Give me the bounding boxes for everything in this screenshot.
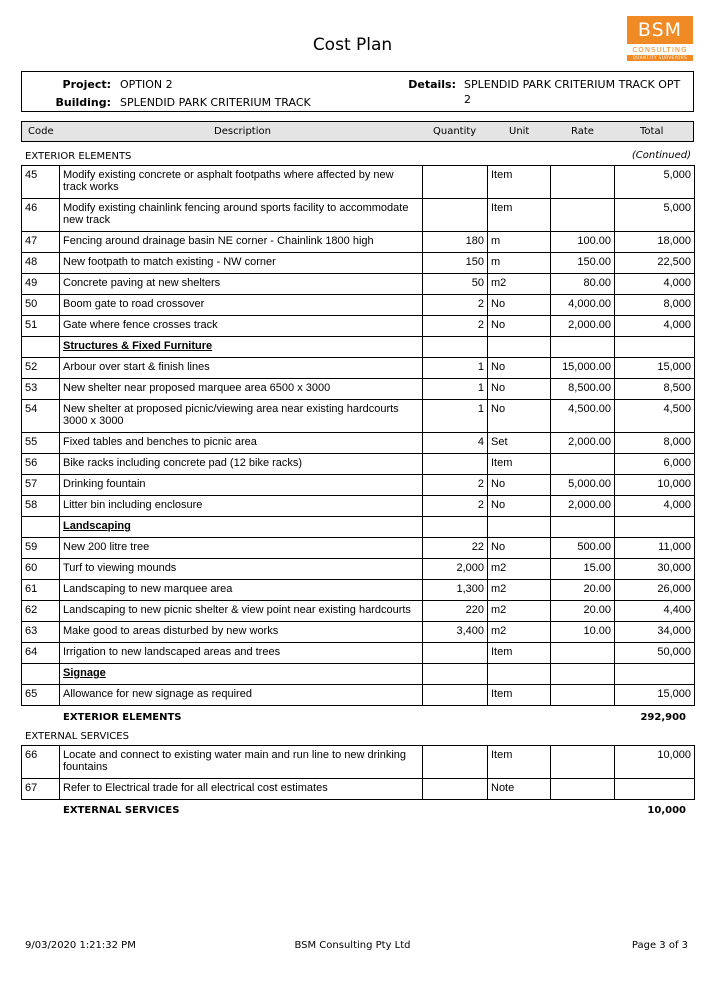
unit-cell: m2 <box>488 580 551 601</box>
total-cell: 5,000 <box>615 199 695 232</box>
total-cell: 4,000 <box>615 316 695 337</box>
unit-cell: Note <box>488 779 551 800</box>
quantity-cell <box>423 199 488 232</box>
total-cell: 4,400 <box>615 601 695 622</box>
code-cell: 67 <box>22 779 60 800</box>
quantity-cell: 1 <box>423 379 488 400</box>
description-cell: Refer to Electrical trade for all electrical cost estimates <box>60 779 423 800</box>
description-cell: Locate and connect to existing water main and run line to new drinking fountains <box>60 746 423 779</box>
table-row <box>22 538 695 559</box>
quantity-cell: 1,300 <box>423 580 488 601</box>
table-row <box>22 400 695 433</box>
code-cell <box>22 517 60 538</box>
project-value: OPTION 2 <box>120 78 173 91</box>
footer-timestamp: 9/03/2020 1:21:32 PM <box>25 940 136 951</box>
unit-cell: Item <box>488 685 551 706</box>
continued-note: (Continued) <box>631 150 691 161</box>
rate-cell: 2,000.00 <box>551 433 615 454</box>
code-cell: 51 <box>22 316 60 337</box>
logo-line1: CONSULTING <box>632 46 688 54</box>
logo-mark: BSM <box>627 16 693 44</box>
quantity-cell: 150 <box>423 253 488 274</box>
quantity-cell: 2 <box>423 316 488 337</box>
page-title: Cost Plan <box>312 35 393 55</box>
code-cell <box>22 337 60 358</box>
total-cell <box>615 517 695 538</box>
column-header-bar <box>21 121 694 142</box>
total-cell: 30,000 <box>615 559 695 580</box>
total-cell: 10,000 <box>615 475 695 496</box>
quantity-cell: 2 <box>423 496 488 517</box>
quantity-cell <box>423 685 488 706</box>
total-cell: 15,000 <box>615 685 695 706</box>
exterior-total-label: EXTERIOR ELEMENTS <box>63 712 182 723</box>
quantity-cell: 180 <box>423 232 488 253</box>
unit-cell: m <box>488 253 551 274</box>
col-quantity: Quantity <box>433 126 477 137</box>
unit-cell: Item <box>488 746 551 779</box>
services-total-value: 10,000 <box>647 805 686 816</box>
code-cell: 61 <box>22 580 60 601</box>
unit-cell: Item <box>488 454 551 475</box>
quantity-cell <box>423 166 488 199</box>
description-cell: Fencing around drainage basin NE corner - Chainlink 1800 high <box>60 232 423 253</box>
unit-cell: No <box>488 358 551 379</box>
table-row <box>22 643 695 664</box>
description-cell: Landscaping to new picnic shelter & view point near existing hardcourts <box>60 601 423 622</box>
table-row <box>22 358 695 379</box>
code-cell: 49 <box>22 274 60 295</box>
total-cell: 50,000 <box>615 643 695 664</box>
quantity-cell: 22 <box>423 538 488 559</box>
description-cell: Modify existing concrete or asphalt footpaths where affected by new track works <box>60 166 423 199</box>
description-cell: Litter bin including enclosure <box>60 496 423 517</box>
project-info-box <box>21 71 694 112</box>
code-cell: 59 <box>22 538 60 559</box>
code-cell: 45 <box>22 166 60 199</box>
total-cell: 6,000 <box>615 454 695 475</box>
description-cell: Make good to areas disturbed by new works <box>60 622 423 643</box>
total-cell: 8,000 <box>615 433 695 454</box>
rate-cell: 8,500.00 <box>551 379 615 400</box>
code-cell <box>22 664 60 685</box>
rate-cell: 150.00 <box>551 253 615 274</box>
quantity-cell: 2,000 <box>423 559 488 580</box>
description-cell: Arbour over start & finish lines <box>60 358 423 379</box>
rate-cell: 2,000.00 <box>551 496 615 517</box>
rate-cell: 100.00 <box>551 232 615 253</box>
building-label: Building: <box>55 96 111 109</box>
total-cell: 8,500 <box>615 379 695 400</box>
total-cell: 4,500 <box>615 400 695 433</box>
description-cell: Bike racks including concrete pad (12 bike racks) <box>60 454 423 475</box>
code-cell: 58 <box>22 496 60 517</box>
total-cell <box>615 664 695 685</box>
table-row <box>22 253 695 274</box>
section-heading-exterior: EXTERIOR ELEMENTS <box>25 151 132 162</box>
code-cell: 46 <box>22 199 60 232</box>
table-row <box>22 379 695 400</box>
total-cell: 15,000 <box>615 358 695 379</box>
subheading-row <box>22 337 695 358</box>
quantity-cell: 4 <box>423 433 488 454</box>
footer-company: BSM Consulting Pty Ltd <box>294 940 411 951</box>
company-logo <box>627 16 693 62</box>
quantity-cell <box>423 779 488 800</box>
table-row <box>22 580 695 601</box>
unit-cell: m2 <box>488 622 551 643</box>
table-row <box>22 746 695 779</box>
description-cell: New shelter near proposed marquee area 6500 x 3000 <box>60 379 423 400</box>
unit-cell: No <box>488 538 551 559</box>
total-cell: 8,000 <box>615 295 695 316</box>
logo-line2: QUANTITY SURVEYORS <box>627 55 693 61</box>
description-cell: Gate where fence crosses track <box>60 316 423 337</box>
table-row <box>22 496 695 517</box>
rate-cell: 500.00 <box>551 538 615 559</box>
subheading-cell: Signage <box>60 664 423 685</box>
code-cell: 63 <box>22 622 60 643</box>
unit-cell: No <box>488 475 551 496</box>
quantity-cell: 220 <box>423 601 488 622</box>
quantity-cell: 50 <box>423 274 488 295</box>
quantity-cell: 3,400 <box>423 622 488 643</box>
quantity-cell: 2 <box>423 295 488 316</box>
unit-cell: m2 <box>488 559 551 580</box>
quantity-cell <box>423 664 488 685</box>
col-code: Code <box>28 126 54 137</box>
table-row <box>22 316 695 337</box>
subheading-row <box>22 664 695 685</box>
table-row <box>22 622 695 643</box>
code-cell: 55 <box>22 433 60 454</box>
description-cell: Boom gate to road crossover <box>60 295 423 316</box>
table-row <box>22 454 695 475</box>
quantity-cell <box>423 746 488 779</box>
rate-cell: 15,000.00 <box>551 358 615 379</box>
description-cell: New shelter at proposed picnic/viewing area near existing hardcourts 3000 x 3000 <box>60 400 423 433</box>
total-cell: 34,000 <box>615 622 695 643</box>
section-heading-services: EXTERNAL SERVICES <box>25 731 129 742</box>
table-row <box>22 475 695 496</box>
total-cell: 26,000 <box>615 580 695 601</box>
details-label: Details: <box>408 78 456 91</box>
unit-cell: No <box>488 316 551 337</box>
total-cell: 10,000 <box>615 746 695 779</box>
rate-cell: 10.00 <box>551 622 615 643</box>
table-row <box>22 274 695 295</box>
exterior-items-table <box>21 165 695 706</box>
description-cell: New 200 litre tree <box>60 538 423 559</box>
quantity-cell <box>423 517 488 538</box>
description-cell: Irrigation to new landscaped areas and trees <box>60 643 423 664</box>
code-cell: 53 <box>22 379 60 400</box>
code-cell: 65 <box>22 685 60 706</box>
quantity-cell <box>423 643 488 664</box>
subheading-cell: Structures & Fixed Furniture <box>60 337 423 358</box>
rate-cell <box>551 643 615 664</box>
unit-cell <box>488 517 551 538</box>
rate-cell: 20.00 <box>551 580 615 601</box>
table-row <box>22 559 695 580</box>
table-row <box>22 295 695 316</box>
subheading-row <box>22 517 695 538</box>
unit-cell: m <box>488 232 551 253</box>
subheading-cell: Landscaping <box>60 517 423 538</box>
code-cell: 57 <box>22 475 60 496</box>
rate-cell: 2,000.00 <box>551 316 615 337</box>
rate-cell <box>551 337 615 358</box>
description-cell: Turf to viewing mounds <box>60 559 423 580</box>
unit-cell: Item <box>488 166 551 199</box>
table-row <box>22 232 695 253</box>
rate-cell <box>551 685 615 706</box>
quantity-cell: 1 <box>423 358 488 379</box>
col-total: Total <box>640 126 664 137</box>
unit-cell: No <box>488 379 551 400</box>
quantity-cell: 2 <box>423 475 488 496</box>
unit-cell: m2 <box>488 274 551 295</box>
unit-cell: No <box>488 496 551 517</box>
rate-cell <box>551 779 615 800</box>
description-cell: Fixed tables and benches to picnic area <box>60 433 423 454</box>
table-row <box>22 601 695 622</box>
table-row <box>22 779 695 800</box>
quantity-cell <box>423 337 488 358</box>
unit-cell: Set <box>488 433 551 454</box>
total-cell: 5,000 <box>615 166 695 199</box>
rate-cell <box>551 517 615 538</box>
services-total-label: EXTERNAL SERVICES <box>63 805 180 816</box>
total-cell: 11,000 <box>615 538 695 559</box>
col-description: Description <box>214 126 271 137</box>
building-value: SPLENDID PARK CRITERIUM TRACK <box>120 96 311 109</box>
code-cell: 47 <box>22 232 60 253</box>
total-cell: 18,000 <box>615 232 695 253</box>
footer-page-number: Page 3 of 3 <box>631 940 688 951</box>
code-cell: 66 <box>22 746 60 779</box>
code-cell: 52 <box>22 358 60 379</box>
code-cell: 54 <box>22 400 60 433</box>
description-cell: Allowance for new signage as required <box>60 685 423 706</box>
unit-cell <box>488 337 551 358</box>
unit-cell: Item <box>488 199 551 232</box>
rate-cell <box>551 664 615 685</box>
unit-cell: Item <box>488 643 551 664</box>
quantity-cell: 1 <box>423 400 488 433</box>
table-row <box>22 685 695 706</box>
rate-cell <box>551 199 615 232</box>
rate-cell: 4,500.00 <box>551 400 615 433</box>
total-cell: 4,000 <box>615 274 695 295</box>
rate-cell: 4,000.00 <box>551 295 615 316</box>
rate-cell: 5,000.00 <box>551 475 615 496</box>
code-cell: 50 <box>22 295 60 316</box>
col-rate: Rate <box>571 126 594 137</box>
description-cell: Concrete paving at new shelters <box>60 274 423 295</box>
description-cell: Modify existing chainlink fencing around sports facility to accommodate new track <box>60 199 423 232</box>
total-cell <box>615 779 695 800</box>
rate-cell <box>551 454 615 475</box>
services-items-table <box>21 745 695 800</box>
rate-cell: 20.00 <box>551 601 615 622</box>
unit-cell: m2 <box>488 601 551 622</box>
rate-cell <box>551 166 615 199</box>
table-row <box>22 166 695 199</box>
quantity-cell <box>423 454 488 475</box>
code-cell: 62 <box>22 601 60 622</box>
exterior-total-value: 292,900 <box>640 712 686 723</box>
details-value-line1: SPLENDID PARK CRITERIUM TRACK OPT <box>464 78 681 91</box>
rate-cell: 15.00 <box>551 559 615 580</box>
code-cell: 48 <box>22 253 60 274</box>
code-cell: 64 <box>22 643 60 664</box>
unit-cell: No <box>488 295 551 316</box>
total-cell <box>615 337 695 358</box>
unit-cell: No <box>488 400 551 433</box>
details-value-line2: 2 <box>464 93 471 106</box>
code-cell: 60 <box>22 559 60 580</box>
project-label: Project: <box>62 78 111 91</box>
code-cell: 56 <box>22 454 60 475</box>
col-unit: Unit <box>509 126 530 137</box>
total-cell: 4,000 <box>615 496 695 517</box>
description-cell: New footpath to match existing - NW corner <box>60 253 423 274</box>
description-cell: Landscaping to new marquee area <box>60 580 423 601</box>
unit-cell <box>488 664 551 685</box>
total-cell: 22,500 <box>615 253 695 274</box>
table-row <box>22 199 695 232</box>
table-row <box>22 433 695 454</box>
rate-cell <box>551 746 615 779</box>
description-cell: Drinking fountain <box>60 475 423 496</box>
rate-cell: 80.00 <box>551 274 615 295</box>
